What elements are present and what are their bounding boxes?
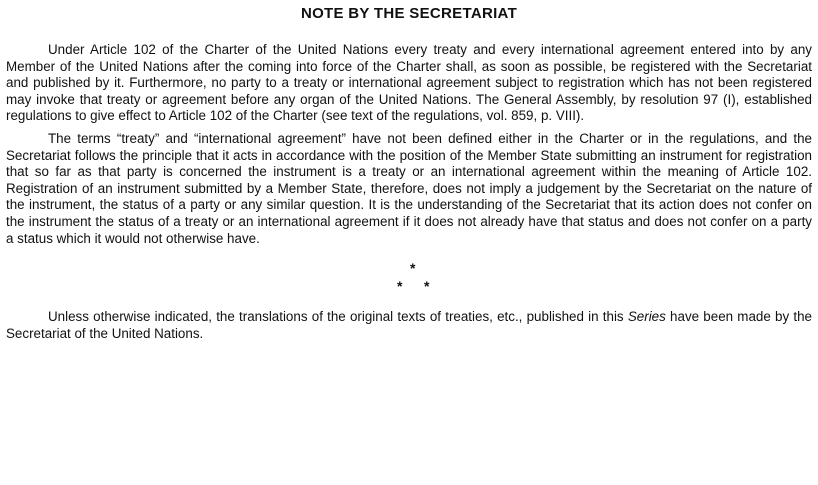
asterisk-bottom-left: * — [397, 278, 403, 295]
series-italic: Series — [627, 309, 666, 325]
asterisk-bottom-right: * — [424, 278, 430, 295]
asterism-separator — [6, 247, 812, 309]
document-page — [6, 4, 812, 481]
paragraph-translations — [6, 309, 812, 342]
paragraph-terms-definition: The terms “treaty” and “international agreement” have not been defined either in the Charter or in the regulations, and the Secretariat follows the principle that it acts in accordance with the position of the Member State submitting an instrument for registration that so far as that party is concerned the instrument is a treaty or an international agreement within the meaning of Article 102. Registration of an instrument submitted by a Member State, therefore, does not imply a judgement by the Secretariat on the nature of the instrument, the status of a party or any similar question. It is the understanding of the Secretariat that its action does not confer on the instrument the status of a treaty or an international agreement if it does not already have that status and does not confer on a party a status which it would not otherwise have. — [6, 130, 812, 246]
asterisk-top: * — [410, 260, 416, 277]
paragraph-article-102: Under Article 102 of the Charter of the United Nations every treaty and every international agreement entered into by any Member of the United Nations after the coming into force of the Charter shall, as soon as possible, be registered with the Secretariat and published by it. Furthermore, no party to a treaty or international agreement subject to registration which has not been registered may invoke that treaty or agreement before any organ of the United Nations. The General Assembly, by resolution 97 (I), established regulations to give effect to Article 102 of the Charter (see text of the regulations, vol. 859, p. VIII). — [6, 42, 812, 124]
translations-text-start: Unless otherwise indicated, the translations of the original texts of treaties, etc., published in this — [48, 309, 628, 325]
page-title: NOTE BY THE SECRETARIAT — [300, 5, 518, 22]
translations-text-end: have been made by the Secretariat of the United Nations. — [6, 309, 812, 341]
